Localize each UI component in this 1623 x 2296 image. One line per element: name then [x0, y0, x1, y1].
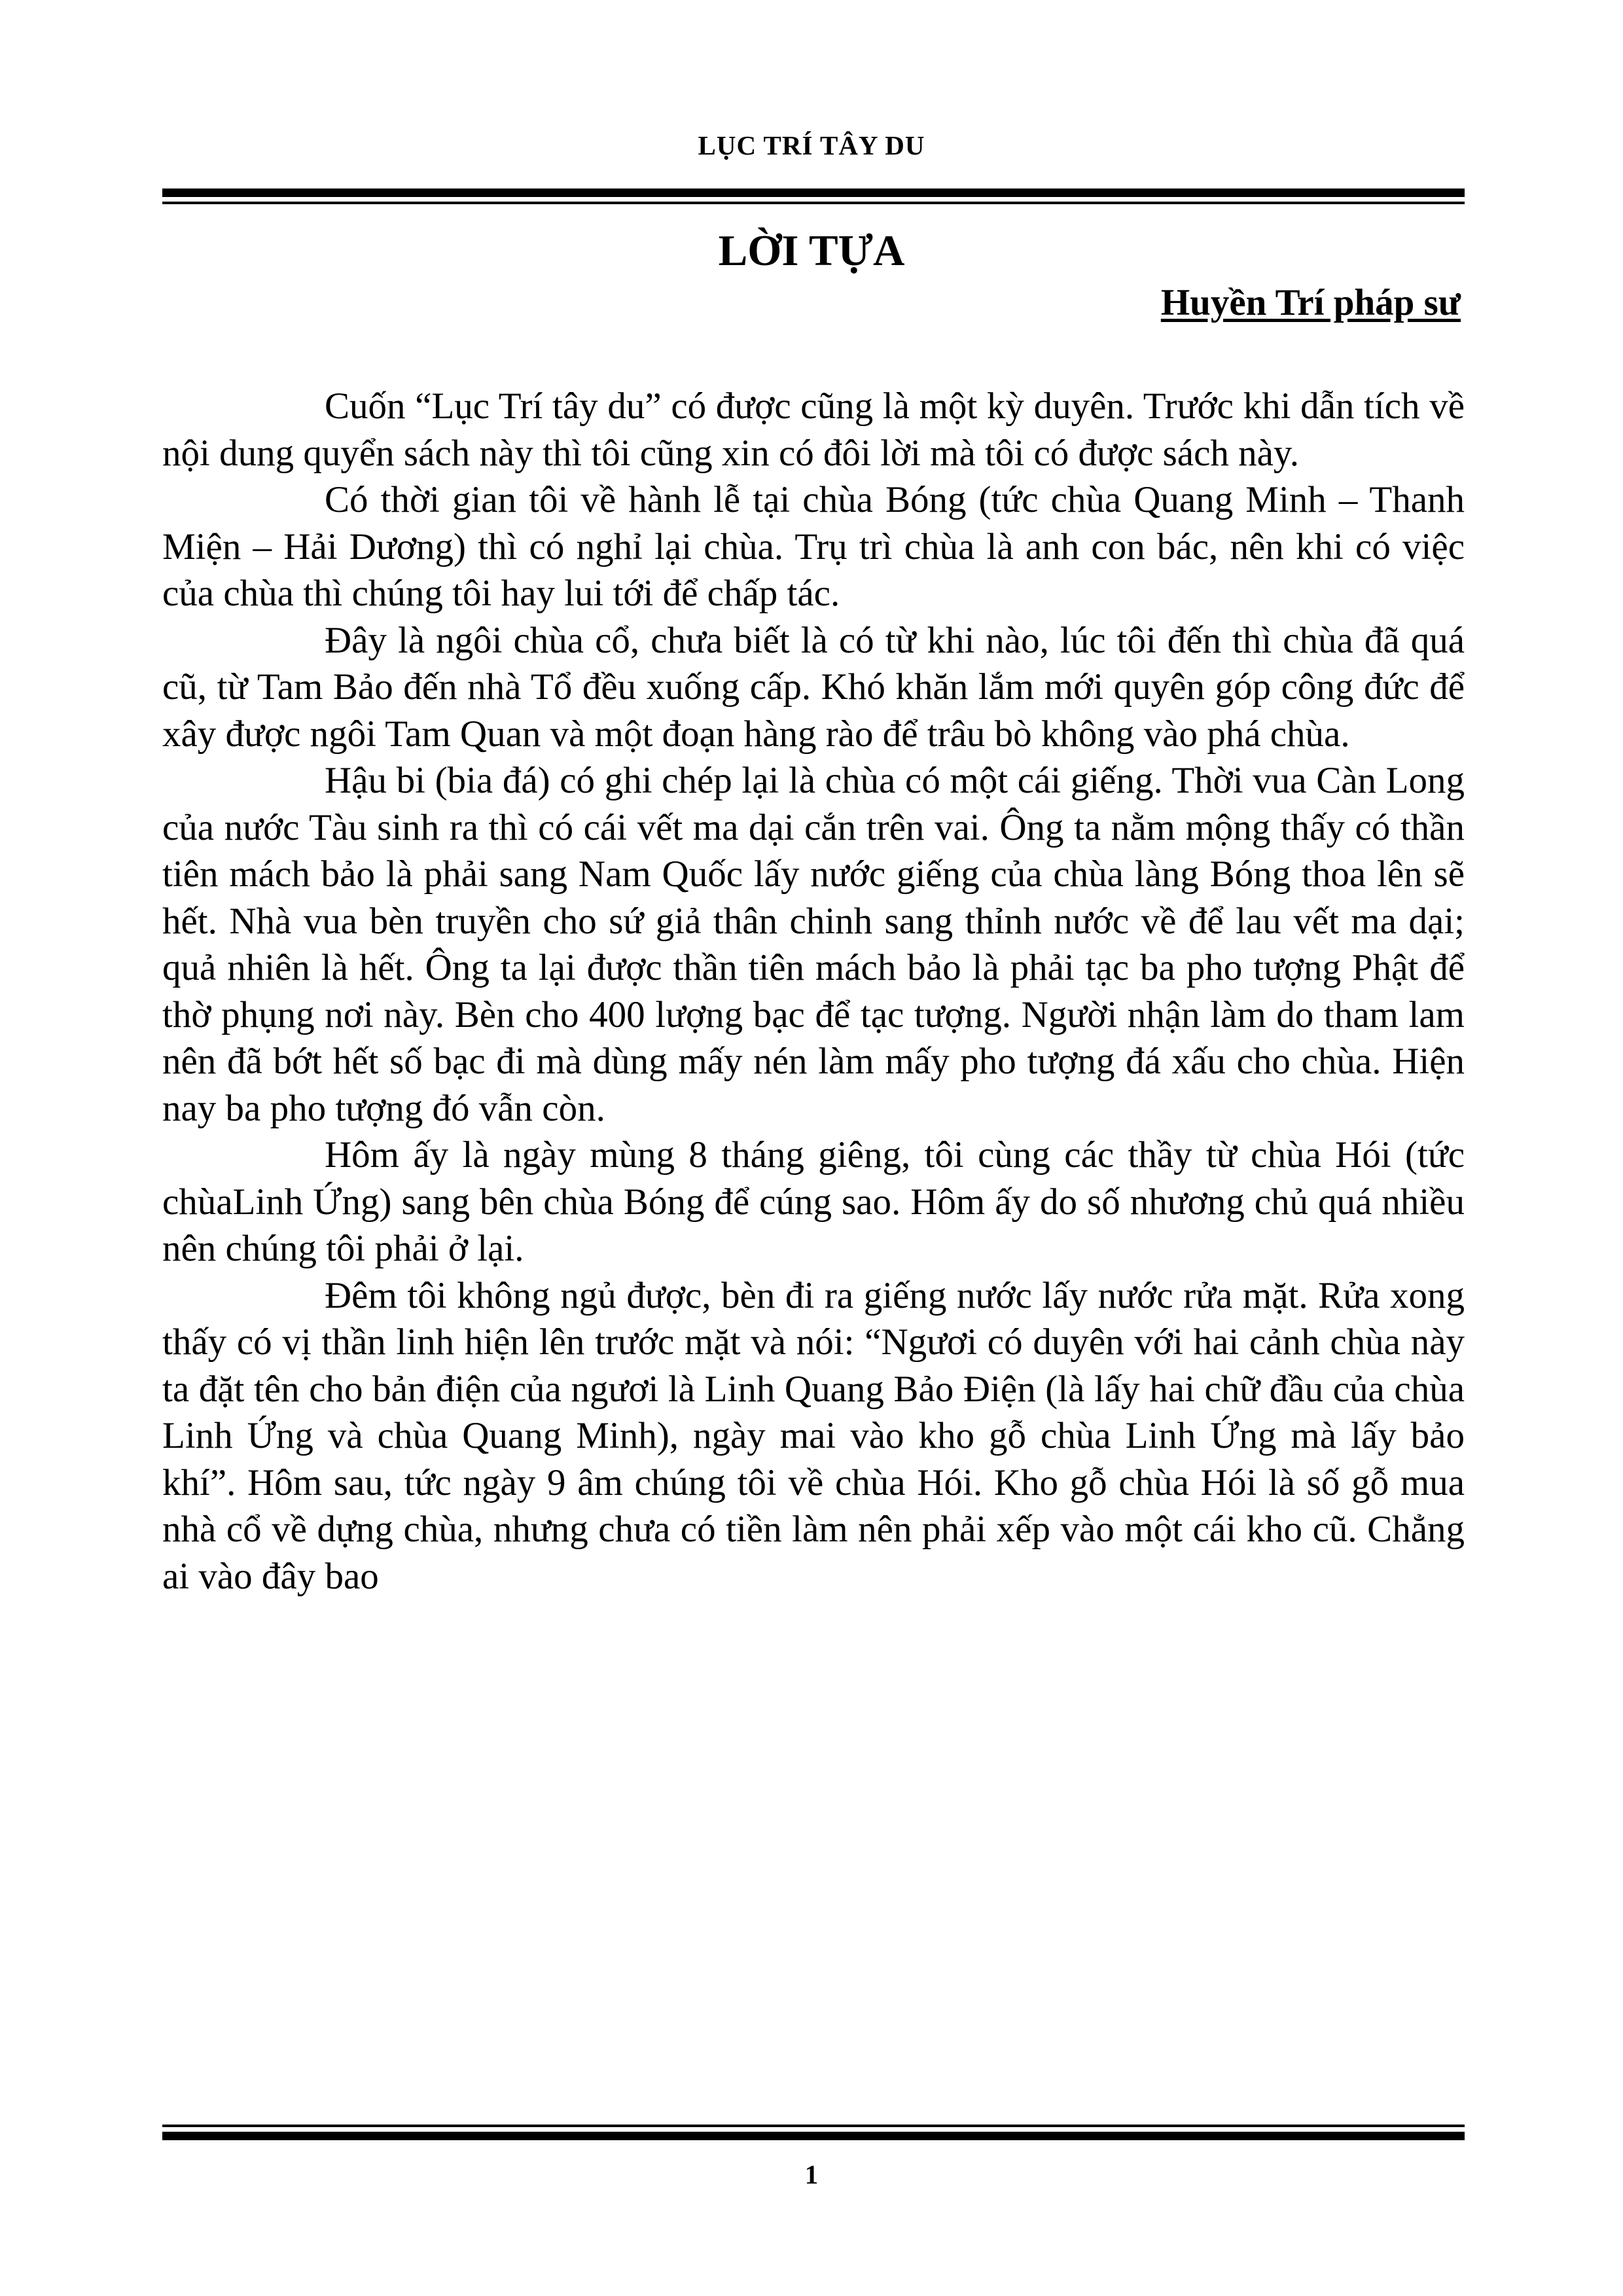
paragraph-3: Đây là ngôi chùa cổ, chưa biết là có từ khi nào, lúc tôi đến thì chùa đã quá cũ, từ Tam Bảo đến nhà Tổ đều xuống cấp. Khó khăn lắm mới quyên góp công đức để xây được ngôi Tam Quan và một đoạn hàng rào để trâu bò không vào phá chùa.: [162, 619, 1465, 755]
paragraph-2: Có thời gian tôi về hành lễ tại chùa Bóng (tức chùa Quang Minh – Thanh Miện – Hải Dương) thì có nghỉ lại chùa. Trụ trì chùa là anh con bác, nên khi có việc của chùa thì chúng tôi hay lui tới để chấp tác.: [162, 479, 1465, 614]
paragraph-5: Hôm ấy là ngày mùng 8 tháng giêng, tôi cùng các thầy từ chùa Hói (tức chùaLinh Ứng) sang bên chùa Bóng để cúng sao. Hôm ấy do số nhương chủ quá nhiều nên chúng tôi phải ở lại.: [162, 1134, 1465, 1269]
footer-rule: [162, 2125, 1465, 2140]
author-byline: Huyền Trí pháp sư: [1160, 282, 1461, 323]
paragraph-1: Cuốn “Lục Trí tây du” có được cũng là một kỳ duyên. Trước khi dẫn tích về nội dung quyển sách này thì tôi cũng xin có đôi lời mà tôi có được sách này.: [162, 386, 1465, 474]
paragraph-6: Đêm tôi không ngủ được, bèn đi ra giếng nước lấy nước rửa mặt. Rửa xong thấy có vị thần linh hiện lên trước mặt và nói: “Ngươi có duyên với hai cảnh chùa này ta đặt tên cho bản điện của ngươi là Linh Quang Bảo Điện (là lấy hai chữ đầu của chùa Linh Ứng và chùa Quang Minh), ngày mai vào kho gỗ chùa Linh Ứng mà lấy bảo khí”. Hôm sau, tức ngày 9 âm chúng tôi về chùa Hói. Kho gỗ chùa Hói là số gỗ mua nhà cổ về dựng chùa, nhưng chưa có tiền làm nên phải xếp vào một cái kho cũ. Chẳng ai vào đây bao: [162, 1274, 1465, 1597]
header-rule: [162, 188, 1465, 204]
header-rule-thin-line: [162, 202, 1465, 204]
paragraph-4: Hậu bi (bia đá) có ghi chép lại là chùa có một cái giếng. Thời vua Càn Long của nước Tàu sinh ra thì có cái vết ma dại cắn trên vai. Ông ta nằm mộng thấy có thần tiên mách bảo là phải sang Nam Quốc lấy nước giếng của chùa làng Bóng thoa lên sẽ hết. Nhà vua bèn truyền cho sứ giả thân chinh sang thỉnh nước về để lau vết ma dại; quả nhiên là hết. Ông ta lại được thần tiên mách bảo là phải tạc ba pho tượng Phật để thờ phụng nơi này. Bèn cho 400 lượng bạc để tạc tượng. Người nhận làm do tham lam nên đã bớt hết số bạc đi mà dùng mấy nén làm mấy pho tượng đá xấu cho chùa. Hiện nay ba pho tượng đó vẫn còn.: [162, 760, 1465, 1129]
header-rule-thick-line: [162, 188, 1465, 197]
page-title: LỜI TỰA: [718, 226, 905, 275]
running-header: LỤC TRÍ TÂY DU: [698, 130, 925, 160]
body-text: [162, 383, 1465, 1600]
footer-rule-thick-line: [162, 2132, 1465, 2140]
page-number: 1: [804, 2159, 819, 2189]
